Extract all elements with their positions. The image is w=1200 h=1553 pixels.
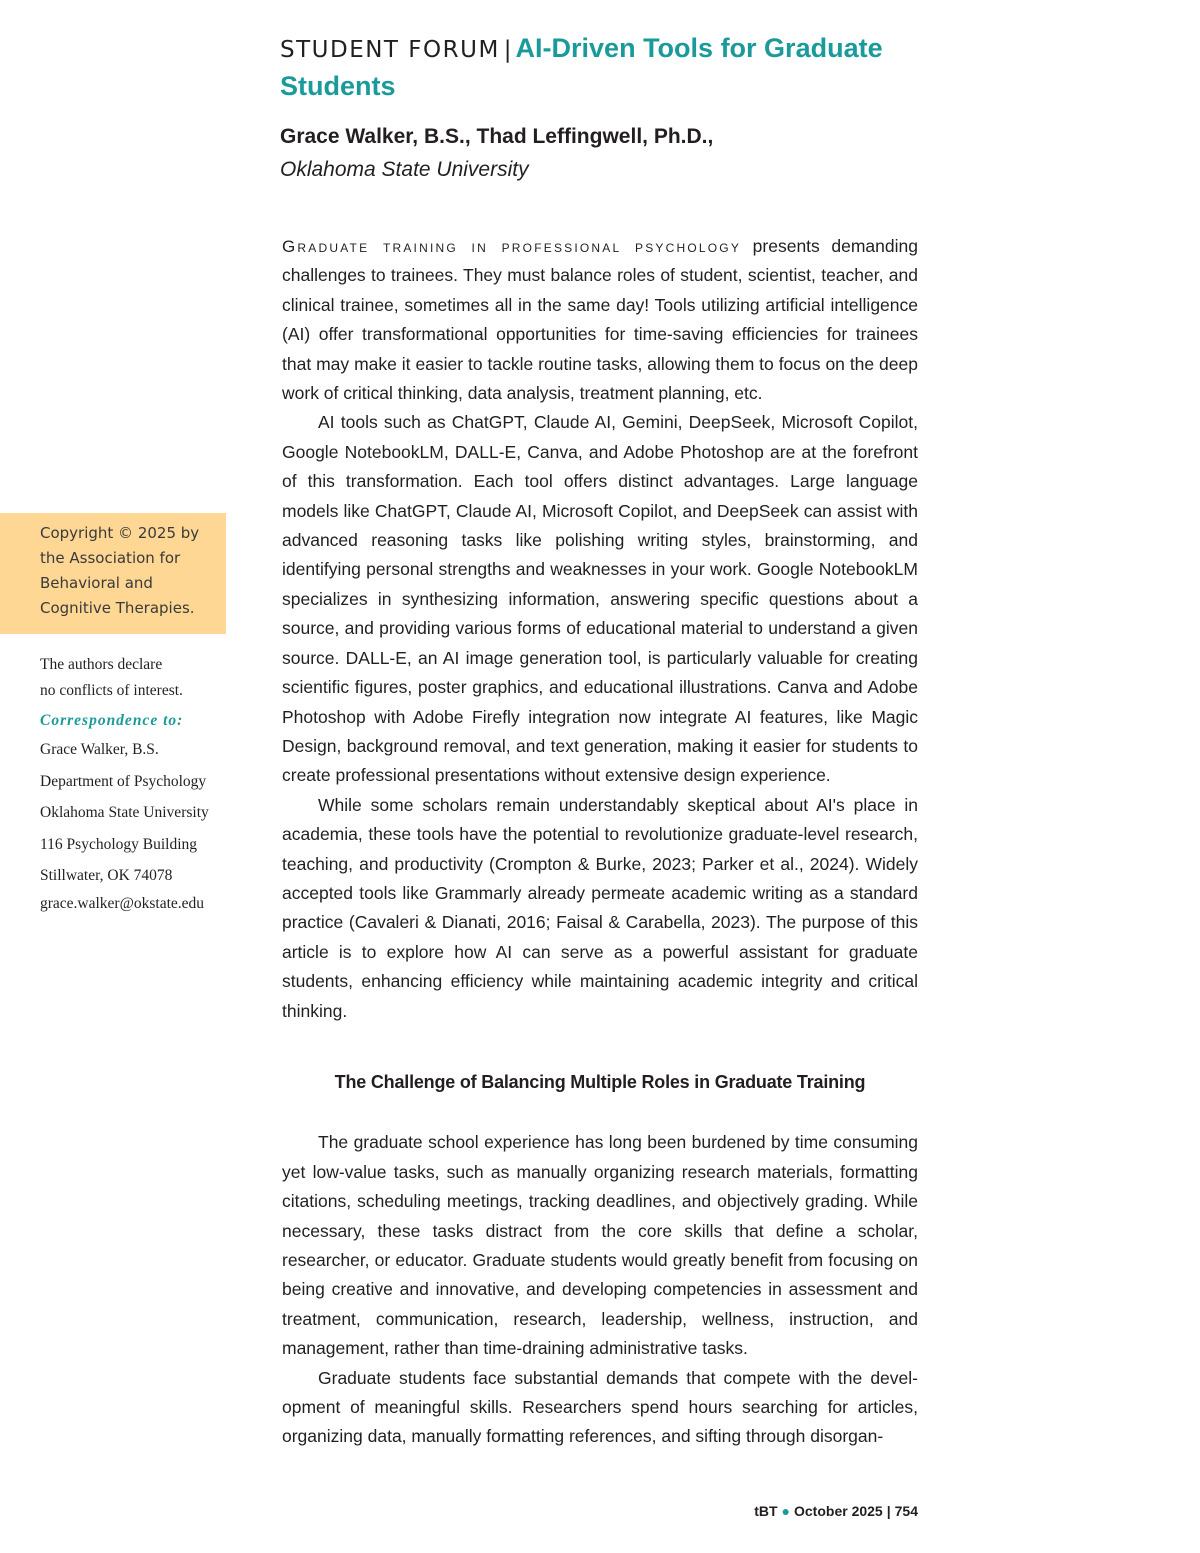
body-paragraph-5: Graduate students face substantial demands that compete with the development of meaningful skills. Researchers spend hours searching for articles, organizing data, manually formatting references, and sifting through disorgan- [282,1367,918,1447]
conflict-statement [40,652,230,704]
correspondence-building: 116 Psychology Building [40,835,198,853]
copyright-box [0,513,226,634]
affiliation: Oklahoma State University [280,158,529,181]
journal-name: tBT [754,1503,778,1519]
article-body [282,232,918,1452]
correspondence-heading: Correspondence to: [40,712,184,729]
page-number: 754 [894,1503,918,1519]
conflict-line-2: no conflicts of interest. [40,682,183,699]
side-notes [40,652,230,914]
body-paragraph-2: AI tools such as ChatGPT, Claude AI, Gemini, DeepSeek, Microsoft Copilot, Google NotebookLM, DALL-E, Canva, and Adobe Photoshop are at the forefront of this transformation. Each tool offers distinct advantages. Large language models like ChatGPT, Claude AI, Microsoft Copilot, and DeepSeek can assist with advanced reasoning tasks like polishing writing styles, brainstorming, and identifying personal strengths and weaknesses in your work. Google NotebookLM specializes in synthesizing information, answering specific questions about a source, and providing various forms of educational material to understand a given source. DALL-E, an AI image generation tool, is particularly valuable for creating scientific figures, poster graphics, and educational illustrations. Canva and Adobe Photoshop with Adobe Firefly integration now integrate AI features, like Magic Design, background removal, and text generation, making it easier for students to create professional presentations without extensive design experience. [282,412,918,786]
copyright-line: Copyright © 2025 by [40,524,200,542]
title-separator: | [503,37,512,63]
copyright-line: Behavioral and [40,574,153,592]
paragraph-1-text: presents demanding challenges to trainees. They must balance roles of student, scientist, teacher, and clinical trainee, sometimes all in the same day! Tools utilizing artificial intelligence (AI) offer transformational opportunities for time-saving efficiencies for trainees that may make it easier to tackle routine tasks, allowing them to focus on the deep work of critical thinking, data analysis, treatment planning, etc. [282,236,918,404]
page-footer [754,1503,918,1519]
correspondence-university: Oklahoma State University [40,804,209,821]
body-paragraph-4: The graduate school experience has long been burdened by time consuming yet low-value tasks, such as manually organizing research materials, formatting citations, scheduling meetings, tracking deadlines, and objectively grading. While necessary, these tasks distract from the core skills that define a scholar, researcher, or educator. Graduate students would greatly benefit from focusing on being creative and innovative, and developing competencies in assessment and treatment, communication, research, leadership, wellness, instruction, and management, rather than time-draining administrative tasks. [282,1132,918,1359]
section-label: STUDENT FORUM [280,37,500,63]
authors: Grace Walker, B.S., Thad Leffingwell, Ph.D., [280,125,714,148]
copyright-line: Cognitive Therapies. [40,599,195,617]
correspondence-department: Department of Psychology [40,772,207,790]
correspondence-email[interactable]: grace.walker@okstate.edu [40,894,205,912]
title-main-part1: AI-Driven Tools for Graduate [515,33,883,63]
correspondence-address [40,734,230,914]
bullet-dot-icon: ● [781,1503,790,1519]
body-paragraph-3: While some scholars remain understandably skeptical about AI's place in academia, these tools have the potential to revolutionize graduate-level research, teaching, and productivity (Crompton & Burke, 2023; Parker et al., 2024). Widely accepted tools like Grammarly already permeate academic writing as a standard practice (Cavaleri & Dianati, 2016; Faisal & Carabella, 2023). The purpose of this article is to explore how AI can serve as a powerful assistant for graduate students, enhancing efficiency while maintaining academic integrity and critical thinking. [282,794,918,1021]
section-heading: The Challenge of Balancing Multiple Roles in Graduate Training [334,1071,866,1092]
body-paragraph-1 [282,232,918,408]
conflict-line-1: The authors declare [40,656,163,673]
issue-date: October 2025 [794,1503,883,1519]
correspondence-name: Grace Walker, B.S. [40,741,159,758]
article-header [280,30,920,185]
copyright-line: the Association for [40,549,181,567]
correspondence-city: Stillwater, OK 74078 [40,867,173,884]
paragraph-lead-in: Graduate training in professional psychology [282,237,742,256]
title-main-part2: Students [280,71,396,101]
article-title [280,30,920,104]
footer-separator: | [886,1503,891,1519]
